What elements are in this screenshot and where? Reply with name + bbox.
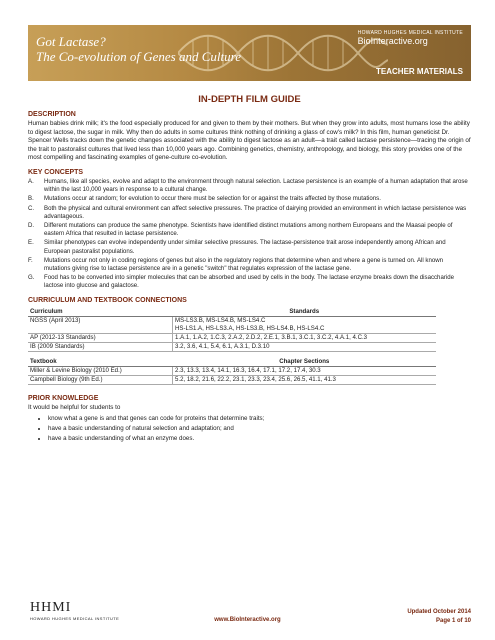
concept-text: Mutations occur not only in coding regions of genes but also in the regulatory regions that determine when and where a gene is turned on. All known mutations giving rise to lactase persistence are in a genetic "switch" that regulates expression of the lactase gene. (44, 256, 444, 272)
banner-title-line2: The Co-evolution of Genes and Culture (36, 49, 241, 64)
textbook-name: Miller & Levine Biology (2010 Ed.) (28, 366, 173, 375)
description-text: Human babies drink milk; it's the food especially produced for and given to them by their mothers. But when they grow into adults, most humans lose the ability to digest lactose, the sugar in milk. Why then do adults in some cultures think nothing of drinking a glass of cow's milk? In this film, human geneticist Dr. Spencer Wells tracks down the genetic changes associated with the ability to digest lactose as an adult—a trait called lactase persistence—tracing the origin of the trait to pastoralist cultures that lived less than 10,000 years ago. Combining genetics, chemistry, anthropology, and biology, this story provides one of the most compelling and fascinating examples of gene-culture co-evolution. (28, 120, 471, 162)
concept-item (28, 195, 471, 203)
concept-letter: F. (28, 256, 33, 264)
concept-letter: D. (28, 221, 35, 229)
concept-letter: E. (28, 239, 34, 247)
curriculum-name: NGSS (April 2013) (28, 316, 173, 333)
curriculum-value: 3.2, 3.6, 4.1, 5.4, 6.1, A.3.1, D.3.10 (173, 342, 437, 351)
concept-letter: C. (28, 204, 35, 212)
textbook-col-header: Textbook (28, 358, 173, 367)
list-item: • have a basic understanding of what an enzyme does. (48, 434, 471, 444)
table-row (28, 316, 436, 333)
footer-meta (407, 608, 471, 626)
key-concepts-list (28, 178, 471, 291)
curriculum-name: IB (2009 Standards) (28, 342, 173, 351)
curriculum-table (28, 308, 436, 352)
table-row (28, 375, 436, 384)
concept-item (28, 274, 471, 290)
chapter-sections-col-header: Chapter Sections (173, 358, 437, 367)
page-title: IN-DEPTH FILM GUIDE (198, 94, 301, 105)
concept-item (28, 178, 471, 194)
list-item: • have a basic understanding of natural selection and adaptation; and (48, 424, 471, 434)
teacher-materials-tag: TEACHER MATERIALS (376, 67, 463, 76)
footer-url-link[interactable]: www.BioInteractive.org (214, 617, 281, 623)
table-row (28, 366, 436, 375)
key-concepts-heading: KEY CONCEPTS (28, 168, 84, 176)
page-number: Page 1 of 10 (435, 618, 471, 624)
description-heading: DESCRIPTION (28, 111, 76, 118)
biointeractive-logo (358, 30, 463, 46)
standards-col-header: Standards (173, 308, 437, 317)
textbook-name: Campbell Biology (9th Ed.) (28, 375, 173, 384)
banner-title (36, 34, 241, 64)
banner-title-line1: Got Lactase? (36, 34, 106, 49)
header-banner (28, 25, 471, 81)
concept-text: Food has to be converted into simpler molecules that can be absorbed and used by cells in the body. The lactase enzyme breaks down the disaccharide lactose into glucose and galactose. (44, 274, 454, 290)
brand-sub: HOWARD HUGHES MEDICAL INSTITUTE (357, 30, 463, 36)
concept-item (28, 239, 471, 255)
curriculum-heading: CURRICULUM AND TEXTBOOK CONNECTIONS (28, 296, 187, 304)
concept-item (28, 257, 471, 273)
textbook-value: 2.3, 13.3, 13.4, 14.1, 16.3, 16.4, 17.1, 17.2, 17.4, 30.3 (173, 366, 437, 375)
curriculum-value: MS-LS3.B, MS-LS4.B, MS-LS4.C HS-LS1.A, HS-LS3.A, HS-LS3.B, HS-LS4.B, HS-LS4.C (173, 316, 437, 333)
concept-text: Different mutations can produce the same phenotype. Scientists have identified distinct mutations among northern Europeans and the Maasai people of eastern Africa that resulted in lactase persistence. (44, 221, 453, 238)
hhmi-logo-text: HHMI (30, 600, 72, 615)
concept-letter: A. (28, 177, 34, 185)
brand-name: BioInteractive.org (357, 36, 428, 46)
concept-item (28, 205, 471, 221)
concept-text: Both the physical and cultural environment can affect selective pressures. The practice of dairying provided an environment in which lactase persistence was advantageous. (44, 204, 467, 220)
hhmi-logo-sub: HOWARD HUGHES MEDICAL INSTITUTE (30, 616, 120, 621)
textbook-value: 5.2, 18.2, 21.6, 22.2, 23.1, 23.3, 23.4, 25.6, 26.5, 41.1, 41.3 (173, 375, 437, 384)
textbook-table (28, 358, 436, 385)
prior-knowledge-intro: It would be helpful for students to (28, 403, 121, 411)
main-content (28, 90, 471, 444)
curriculum-name: AP (2012-13 Standards) (28, 333, 173, 342)
concept-letter: B. (28, 195, 34, 203)
prior-knowledge-list (48, 414, 471, 444)
curriculum-value: 1.A.1, 1.A.2, 1.C.3, 2.A.2, 2.D.2, 2.E.1, 3.B.1, 3.C.1, 3.C.2, 4.A.1, 4.C.3 (173, 333, 437, 342)
prior-knowledge-heading: PRIOR KNOWLEDGE (28, 394, 99, 402)
concept-text: Mutations occur at random; for evolution to occur there must be selection for or against the traits affected by those mutations. (44, 195, 381, 203)
concept-text: Humans, like all species, evolve and adapt to the environment through natural selection. Lactase persistence is an example of a human adaptation that arose within the last 10,000 years in response to a cultural change. (44, 177, 468, 194)
curriculum-col-header: Curriculum (28, 308, 173, 317)
concept-text: Similar phenotypes can evolve independently under similar selective pressures. The lactase-persistence trait arose independently among African and European pastoralist populations. (44, 239, 446, 255)
list-item: • know what a gene is and that genes can code for proteins that determine traits; (48, 414, 471, 424)
concept-letter: G. (28, 274, 35, 282)
updated-date: Updated October 2014 (407, 609, 471, 615)
table-row (28, 342, 436, 351)
concept-item (28, 222, 471, 238)
table-row (28, 333, 436, 342)
